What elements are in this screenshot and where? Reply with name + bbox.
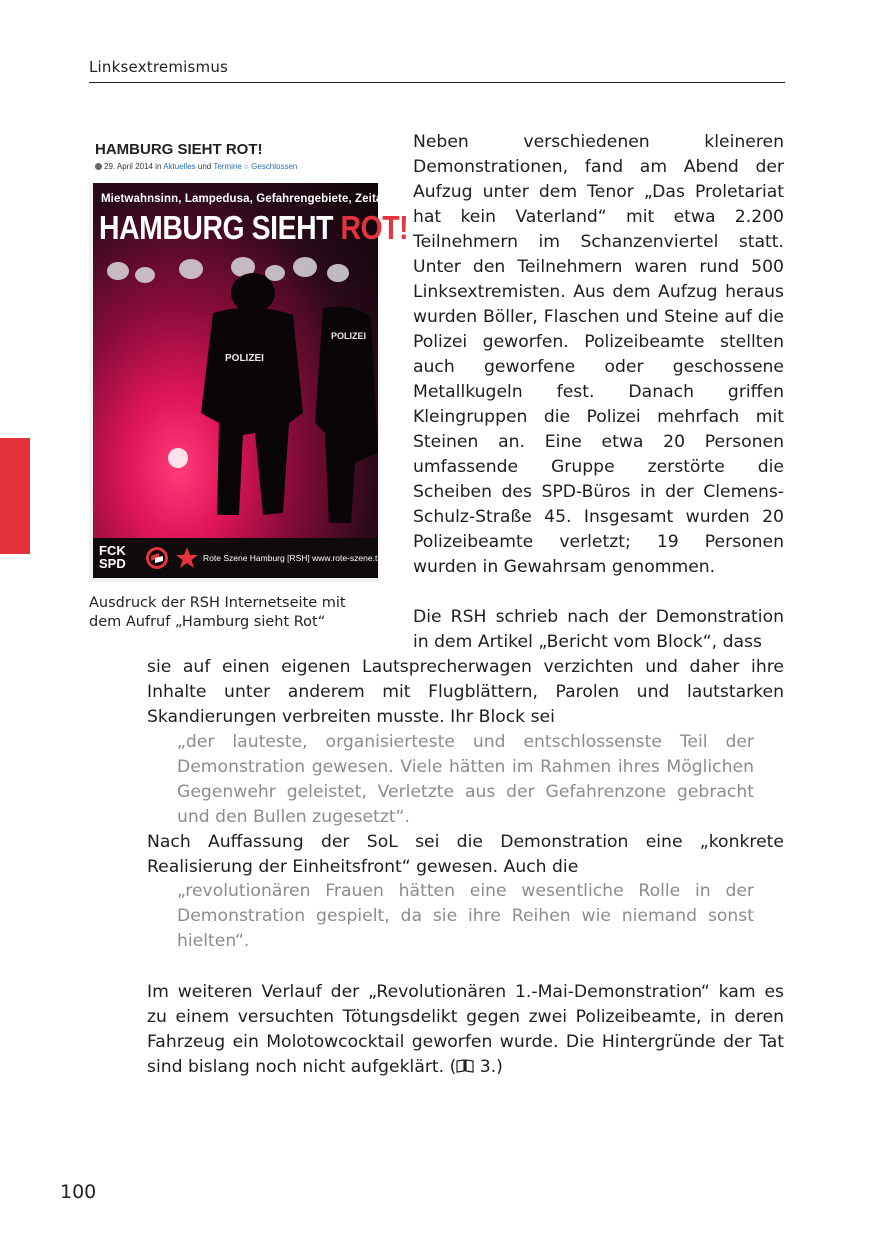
poster-image	[89, 135, 409, 582]
poster-slogan: Mietwahnsinn, Lampedusa, Gefahrengebiete, Zeitarbeit	[101, 193, 408, 205]
fck-spd-logo	[99, 544, 126, 570]
comment-icon: ○	[244, 162, 249, 171]
clock-icon	[95, 163, 102, 170]
paragraph-4-text: Im weiteren Verlauf der „Revolutionären 1.-Mai-Demonstration“ kam es zu einem versuchten Tötungsdelikt gegen zwei Polizeibeamte, in deren Fahrzeug ein Molotowcocktail geworfen wurde. Die Hintergründe der Tat sind bislang noch nicht aufgeklärt. (	[147, 982, 784, 1077]
poster-headline	[99, 209, 408, 247]
poster-footer-text: Rote Szene Hamburg [RSH] www.rote-szene.tk	[203, 553, 382, 563]
poster-headline-accent: ROT!	[340, 209, 409, 246]
poster-site-title: HAMBURG SIEHT ROT!	[95, 141, 263, 158]
reference-number: 3.)	[479, 1057, 503, 1077]
block-quote-1: „der lauteste, organisierteste und entschlossenste Teil der Demonstration gewesen. Viele hätten im Rahmen ihres Möglichen Gegenwehr geleistet, Verletzte aus der Gefahrenzone gebracht und den Bullen zugesetzt“.	[177, 732, 754, 827]
antifa-flag-icon	[145, 546, 169, 570]
riot-police-illustration	[93, 253, 378, 533]
poster-comments: Geschlossen	[251, 162, 298, 171]
figure-caption: Ausdruck der RSH Internetseite mit dem Aufruf „Hamburg sieht Rot“	[89, 595, 346, 630]
poster-footer	[93, 538, 382, 578]
paragraph-2-rest: sie auf einen eigenen Lautsprecherwagen verzichten und daher ihre Inhalte unter anderem mit Flugblättern, Parolen und lautstarken Skandierungen verbreiten musste. Ihr Block sei	[147, 657, 784, 727]
paragraph-2-top: Die RSH schrieb nach der Demonstration in dem Artikel „Bericht vom Block“, dass	[413, 607, 784, 652]
paragraph-4	[147, 980, 784, 1080]
paragraph-1: Neben verschiedenen kleineren Demonstrationen, fand am Abend der Aufzug unter dem Tenor „Das Proletariat hat kein Vaterland“ mit etwa 2.200 Teilnehmern im Schanzenviertel statt. Unter den Teilnehmern waren rund 500 Linksextremisten. Aus dem Aufzug heraus wurden Böller, Flaschen und Steine auf die Polizei geworfen. Polizeibeamte stellten auch geworfene oder geschossene Metallkugeln fest. Danach griffen Kleingruppen die Polizei mehrfach mit Steinen an. Eine etwa 20 Personen umfassende Gruppe zerstörte die Scheiben des SPD-Büros in der Clemens-Schulz-Straße 45. Insgesamt wurden 20 Polizeibeamte verletzt; 19 Personen wurden in Gewahrsam genommen.	[413, 132, 784, 577]
police-badge-1: POLIZEI	[225, 353, 264, 364]
red-star-icon	[175, 546, 199, 570]
poster-category-1: Aktuelles	[163, 162, 196, 171]
flare-light	[168, 448, 188, 468]
poster-meta-in: in	[155, 162, 162, 171]
fck-logo-text: FCK	[99, 543, 126, 558]
police-badge-2: POLIZEI	[331, 331, 367, 341]
header-rule	[89, 82, 785, 83]
running-header: Linksextremismus	[89, 58, 229, 76]
poster-headline-main: HAMBURG SIEHT	[99, 209, 334, 246]
block-quote-2: „revolutionären Frauen hätten eine wesentliche Rolle in der Demonstration gespielt, da sie ihre Reihen wie niemand sonst hielten“.	[177, 881, 754, 951]
paragraph-3: Nach Auffassung der SoL sei die Demonstration eine „konkrete Realisierung der Einheitsfront“ gewesen. Auch die	[147, 832, 784, 877]
spd-logo-text: SPD	[99, 556, 126, 571]
poster-website-header	[89, 135, 379, 183]
poster-date: 29. April 2014	[104, 162, 153, 171]
poster-artwork	[93, 183, 409, 578]
poster-meta-and: und	[197, 162, 212, 171]
chapter-margin-tab	[0, 438, 30, 554]
page-number: 100	[60, 1181, 97, 1203]
book-reference-icon	[456, 1059, 474, 1073]
poster-meta	[95, 162, 297, 171]
poster-category-2: Termine	[213, 162, 242, 171]
